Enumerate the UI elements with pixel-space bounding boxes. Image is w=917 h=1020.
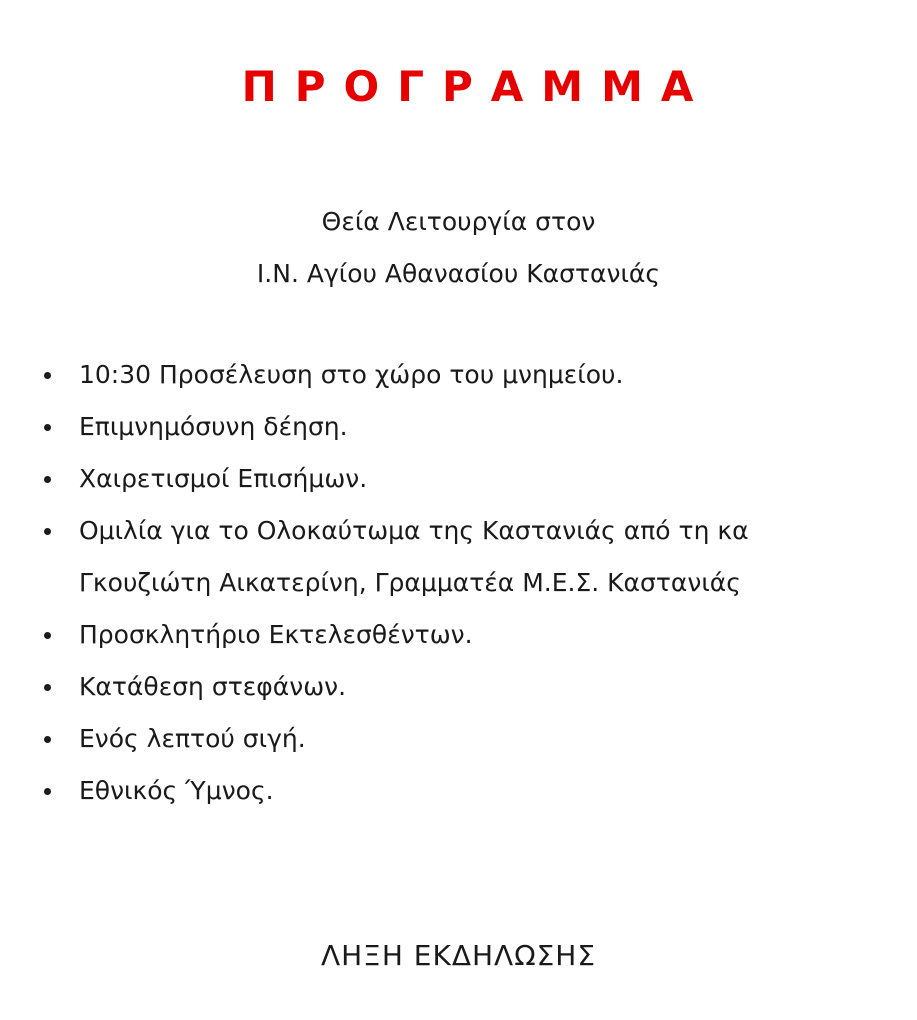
- bullet-icon: [44, 476, 51, 483]
- bullet-icon: [44, 788, 51, 795]
- list-item-text: 10:30 Προσέλευση στο χώρο του μνημείου.: [79, 360, 624, 389]
- list-item-text: Προσκλητήριο Εκτελεσθέντων.: [79, 620, 473, 649]
- event-end-label: ΛΗΞΗ ΕΚΔΗΛΩΣΗΣ: [320, 939, 597, 972]
- list-item-text: Ομιλία για το Ολοκαύτωμα της Καστανιάς από τη κα: [79, 516, 749, 545]
- bullet-icon: [44, 736, 51, 743]
- bullet-icon: [44, 684, 51, 691]
- list-item: [40, 349, 890, 401]
- list-item: [40, 505, 890, 609]
- subtitle-line-1: Θεία Λειτουργία στον: [321, 207, 596, 236]
- page-title: ΠΡΟΓΡΑΜΜΑ: [241, 62, 712, 111]
- subtitle-line-2: Ι.Ν. Αγίου Αθανασίου Καστανιάς: [256, 259, 661, 288]
- list-item-text: Κατάθεση στεφάνων.: [79, 672, 347, 701]
- list-item-text: Χαιρετισμοί Επισήμων.: [79, 464, 368, 493]
- list-item-text-continued: Γκουζιώτη Αικατερίνη, Γραμματέα Μ.Ε.Σ. Καστανιάς: [79, 568, 741, 597]
- schedule-list: [40, 349, 890, 817]
- list-item-text: Επιμνημόσυνη δέηση.: [79, 412, 348, 441]
- list-item: [40, 765, 890, 817]
- list-item: [40, 401, 890, 453]
- bullet-icon: [44, 424, 51, 431]
- list-item: [40, 661, 890, 713]
- list-item: [40, 453, 890, 505]
- bullet-icon: [44, 632, 51, 639]
- bullet-icon: [44, 528, 51, 535]
- list-item: [40, 609, 890, 661]
- bullet-icon: [44, 372, 51, 379]
- list-item: [40, 713, 890, 765]
- list-item-text: Εθνικός Ύμνος.: [79, 776, 274, 805]
- list-item-text: Ενός λεπτού σιγή.: [79, 724, 306, 753]
- service-subtitle: [0, 196, 917, 300]
